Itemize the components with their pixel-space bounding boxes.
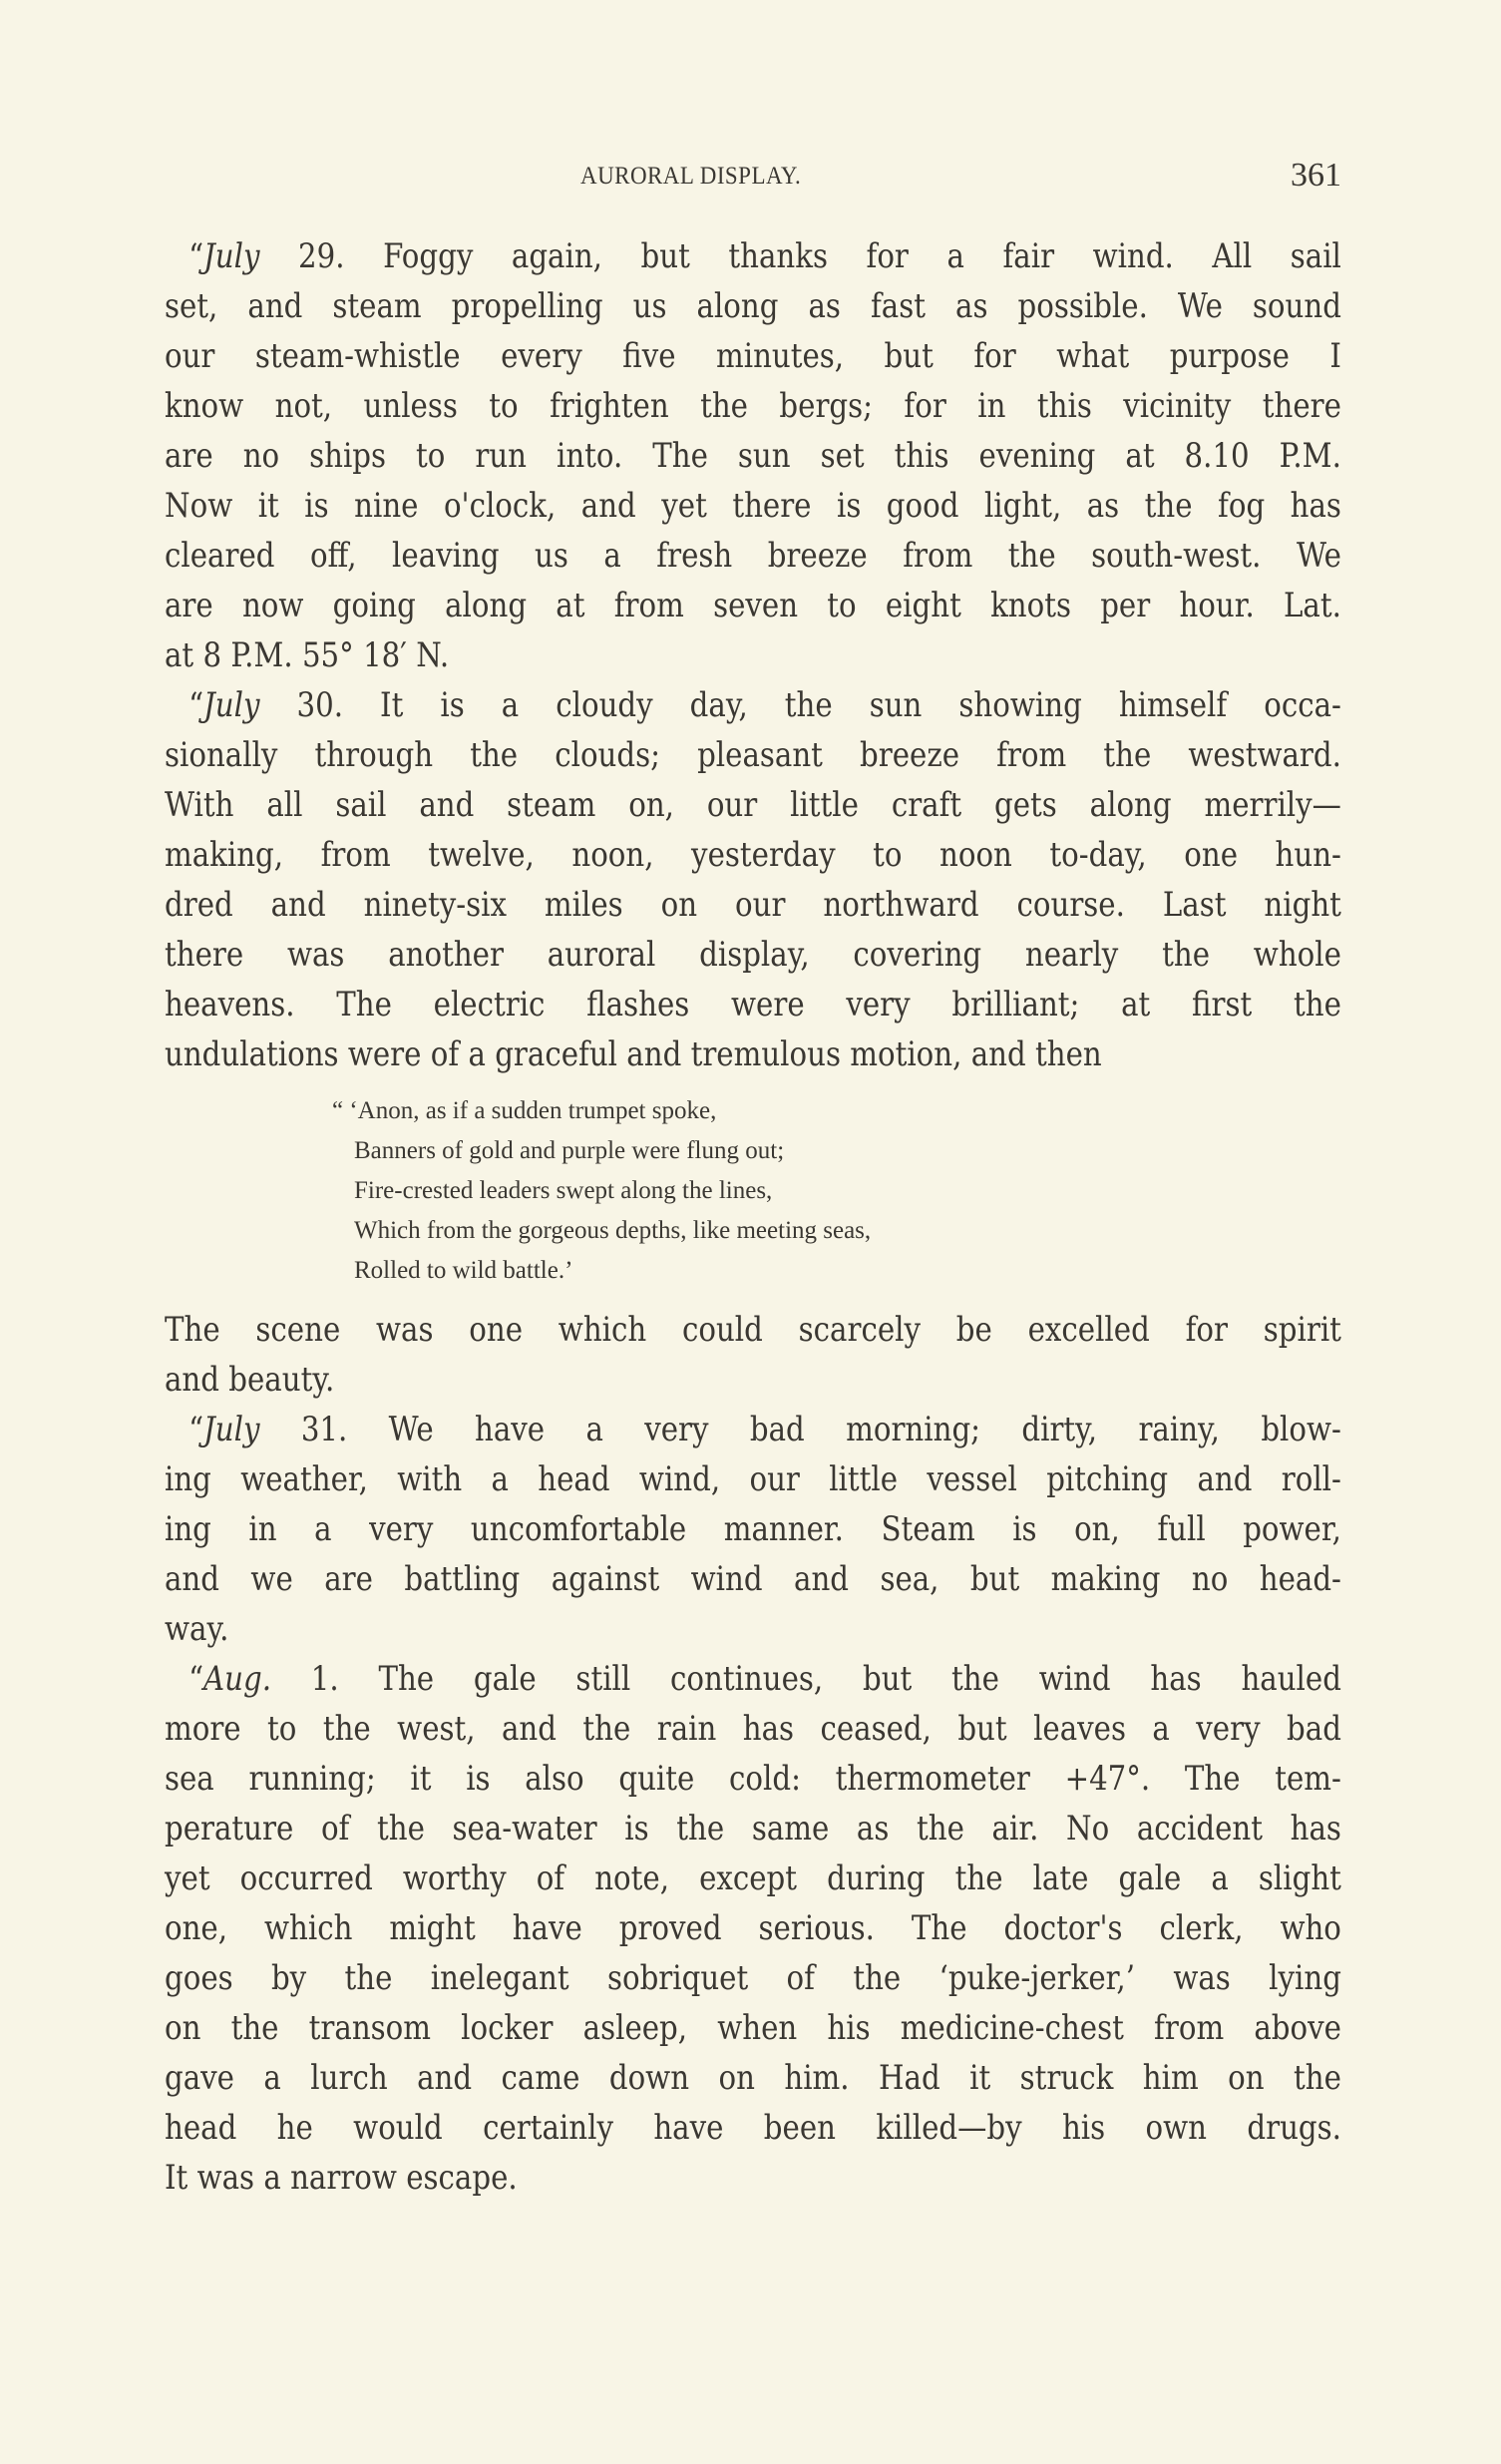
text-line: ing in a very uncomfortable manner. Steam is on, full power, (165, 1509, 1341, 1549)
text-line: ing weather, with a head wind, our little vessel pitching and roll- (165, 1459, 1341, 1499)
text-line: our steam-whistle every five minutes, but for what purpose I (165, 336, 1341, 376)
text-line: are now going along at from seven to eight knots per hour. Lat. (165, 586, 1341, 625)
text-line: know not, unless to frighten the bergs; for in this vicinity there (165, 386, 1341, 426)
text-line: set, and steam propelling us along as fast as possible. We sound (165, 286, 1341, 326)
text-line: head he would certainly have been killed—by his own drugs. (165, 2108, 1341, 2148)
text-line: It was a narrow escape. (165, 2158, 518, 2198)
text-line: sea running; it is also quite cold: thermometer +47°. The tem- (165, 1759, 1341, 1799)
text-line: and we are battling against wind and sea, but making no head- (165, 1559, 1341, 1599)
entry-july-30 (165, 680, 1341, 1405)
text-line: heavens. The electric flashes were very brilliant; at first the (165, 985, 1341, 1025)
text-line: and beauty. (165, 1360, 335, 1400)
date-label: July (203, 685, 260, 725)
text-line: cleared off, leaving us a fresh breeze from the south-west. We (165, 536, 1341, 576)
text-line: way. (165, 1609, 229, 1649)
text-line: more to the west, and the rain has ceased, but leaves a very bad (165, 1709, 1341, 1749)
text-line: “July 31. We have a very bad morning; dirty, rainy, blow- (188, 1410, 1341, 1449)
poem-line: Which from the gorgeous depths, like meeting seas, (354, 1217, 872, 1244)
text-line: undulations were of a graceful and tremulous motion, and then (165, 1034, 1102, 1074)
text-line: “July 30. It is a cloudy day, the sun showing himself occa- (188, 685, 1341, 725)
text-line: at 8 P.M. 55° 18′ N. (165, 635, 450, 675)
date-label: Aug. (203, 1659, 272, 1699)
text-line: there was another auroral display, covering nearly the whole (165, 935, 1341, 975)
text-line: on the transom locker asleep, when his medicine-chest from above (165, 2008, 1341, 2048)
entry-aug-1 (165, 1654, 1341, 2203)
text-line: “July 29. Foggy again, but thanks for a fair wind. All sail (188, 236, 1341, 276)
poem-line: Rolled to wild battle.’ (354, 1257, 573, 1284)
text-line: one, which might have proved serious. The doctor's clerk, who (165, 1908, 1341, 1948)
text-line: The scene was one which could scarcely be excelled for spirit (165, 1310, 1341, 1350)
text-line: gave a lurch and came down on him. Had it struck him on the (165, 2058, 1341, 2098)
poem-line: Fire-crested leaders swept along the lines, (354, 1177, 773, 1204)
running-title: AURORAL DISPLAY. (580, 163, 802, 190)
page-body (165, 231, 1341, 2203)
text-line: making, from twelve, noon, yesterday to noon to-day, one hun- (165, 835, 1341, 875)
text-line: are no ships to run into. The sun set this evening at 8.10 P.M. (165, 436, 1341, 476)
entry-july-31 (165, 1405, 1341, 1654)
date-label: July (203, 1410, 260, 1449)
page-number: 361 (1291, 157, 1341, 194)
text-line: “Aug. 1. The gale still continues, but the wind has hauled (188, 1659, 1341, 1699)
page-header (165, 157, 1341, 203)
text-line: goes by the inelegant sobriquet of the ‘puke-jerker,’ was lying (165, 1958, 1341, 1998)
poem-line: “ ‘Anon, as if a sudden trumpet spoke, (332, 1097, 717, 1124)
text-line: dred and ninety-six miles on our northward course. Last night (165, 885, 1341, 925)
poem-quotation (165, 1091, 1341, 1291)
text-line: sionally through the clouds; pleasant breeze from the westward. (165, 735, 1341, 775)
text-line: perature of the sea-water is the same as the air. No accident has (165, 1809, 1341, 1848)
date-label: July (203, 236, 260, 276)
entry-july-29 (165, 231, 1341, 680)
text-line: With all sail and steam on, our little craft gets along merrily— (165, 785, 1341, 825)
poem-line: Banners of gold and purple were flung out; (354, 1137, 785, 1164)
text-line: Now it is nine o'clock, and yet there is good light, as the fog has (165, 486, 1341, 526)
text-line: yet occurred worthy of note, except during the late gale a slight (165, 1858, 1341, 1898)
